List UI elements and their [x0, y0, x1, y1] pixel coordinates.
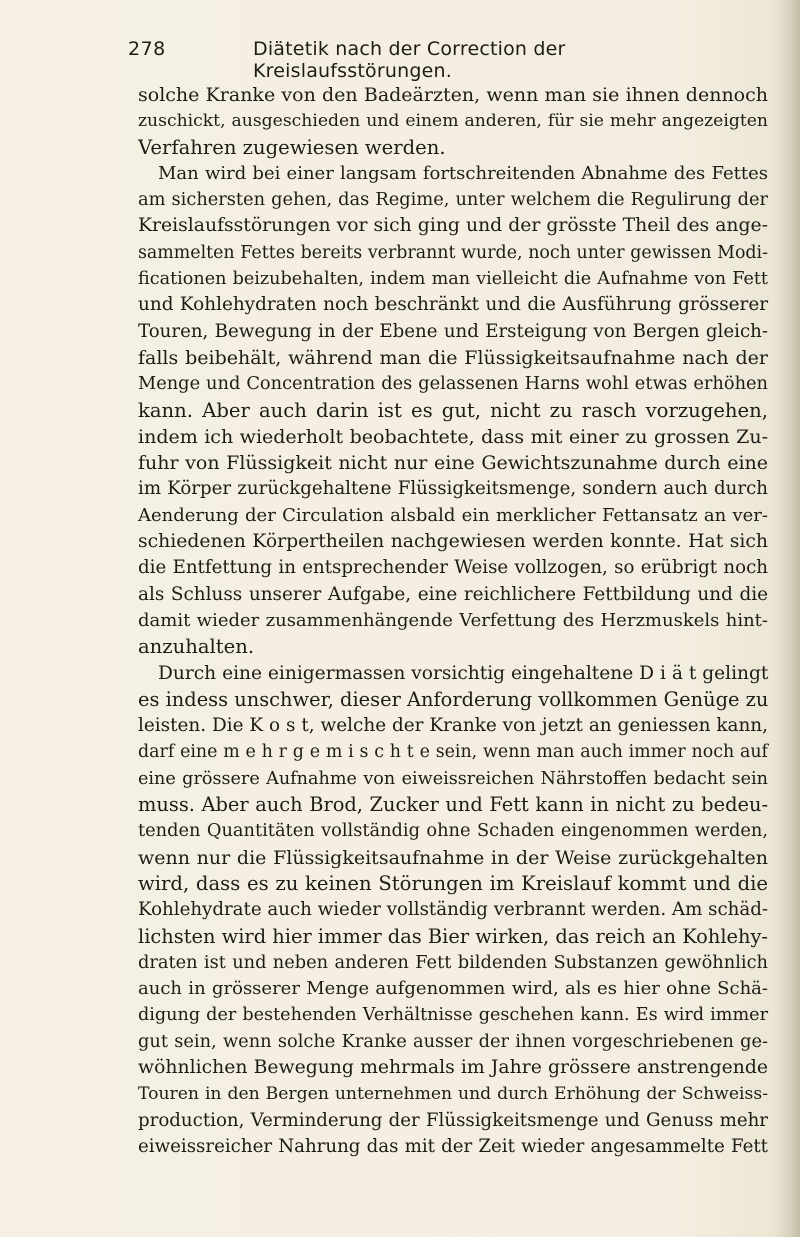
text-line: Verfahren zugewiesen werden.: [138, 135, 446, 159]
text-line: gut sein, wenn solche Kranke ausser der ihnen vorgeschriebenen ge-: [138, 1030, 768, 1052]
text-line: leisten. Die K o s t, welche der Kranke von jetzt an geniessen kann,: [138, 715, 768, 737]
text-line: Touren in den Bergen unternehmen und durch Erhöhung der Schweiss-: [138, 1084, 768, 1105]
paragraph-first-line: Durch eine einigermassen vorsichtig eingehaltene D i ä t gelingt: [158, 662, 769, 684]
text-line: und Kohlehydraten noch beschränkt und die Ausführung grösserer: [138, 294, 768, 316]
text-line: Aenderung der Circulation alsbald ein merklicher Fettansatz an ver-: [138, 504, 768, 526]
text-line: wird, dass es zu keinen Störungen im Kreislauf kommt und die: [138, 871, 768, 895]
text-line: die Entfettung in entsprechender Weise vollzogen, so erübrigt noch: [138, 557, 768, 579]
text-line: Kreislaufsstörungen vor sich ging und der grösste Theil des ange-: [138, 215, 768, 237]
running-head: Diätetik nach der Correction der Kreislaufsstörungen.: [253, 38, 566, 82]
page-number: 278: [128, 38, 166, 60]
text-line: anzuhalten.: [138, 635, 255, 659]
paragraph-first-line: Man wird bei einer langsam fortschreitenden Abnahme des Fettes: [158, 162, 768, 184]
text-line: im Körper zurückgehaltene Flüssigkeitsmenge, sondern auch durch: [138, 478, 768, 500]
text-line: lichsten wird hier immer das Bier wirken, das reich an Kohlehy-: [138, 924, 768, 948]
text-line: als Schluss unserer Aufgabe, eine reichlichere Fettbildung und die: [138, 583, 768, 605]
text-line: kann. Aber auch darin ist es gut, nicht zu rasch vorzugehen,: [138, 398, 768, 422]
text-line: Touren, Bewegung in der Ebene und Ersteigung von Bergen gleich-: [138, 320, 768, 342]
text-line: wöhnlichen Bewegung mehrmals im Jahre grössere anstrengende: [138, 1056, 768, 1078]
text-line: schiedenen Körpertheilen nachgewiesen werden konnte. Hat sich: [138, 531, 768, 553]
text-line: solche Kranke von den Badeärzten, wenn man sie ihnen dennoch: [138, 84, 768, 106]
text-line: draten ist und neben anderen Fett bildenden Substanzen gewöhnlich: [138, 951, 768, 973]
text-line: auch in grösserer Menge aufgenommen wird, als es hier ohne Schä-: [138, 978, 768, 1000]
text-line: production, Verminderung der Flüssigkeitsmenge und Genuss mehr: [138, 1109, 768, 1131]
text-line: sammelten Fettes bereits verbrannt wurde, noch unter gewissen Modi-: [138, 242, 768, 263]
text-line: wenn nur die Flüssigkeitsaufnahme in der Weise zurückgehalten: [138, 846, 768, 869]
text-line: ficationen beizubehalten, indem man vielleicht die Aufnahme von Fett: [138, 269, 768, 290]
text-line: muss. Aber auch Brod, Zucker und Fett kann in nicht zu bedeu-: [138, 793, 768, 817]
text-line: zuschickt, ausgeschieden und einem anderen, für sie mehr angezeigten: [138, 111, 768, 132]
text-line: digung der bestehenden Verhältnisse geschehen kann. Es wird immer: [138, 1005, 768, 1026]
page-edge-shadow: [772, 0, 800, 1237]
text-line: damit wieder zusammenhängende Verfettung des Herzmuskels hint-: [138, 609, 768, 631]
text-line: indem ich wiederholt beobachtete, dass mit einer zu grossen Zu-: [138, 425, 768, 448]
text-line: am sichersten gehen, das Regime, unter welchem die Regulirung der: [138, 189, 768, 211]
text-line: tenden Quantitäten vollständig ohne Schaden eingenommen werden,: [138, 820, 768, 842]
text-line: Menge und Concentration des gelassenen Harns wohl etwas erhöhen: [138, 373, 768, 395]
page-header: [128, 38, 768, 82]
text-line: darf eine m e h r g e m i s c h t e sein, wenn man auch immer noch auf: [138, 742, 768, 763]
text-line: falls beibehält, während man die Flüssigkeitsaufnahme nach der: [138, 346, 768, 369]
body-text: [138, 82, 768, 1160]
text-line: Kohlehydrate auch wieder vollständig verbrannt werden. Am schäd-: [138, 899, 768, 921]
text-line: es indess unschwer, dieser Anforderung vollkommen Genüge zu: [138, 687, 769, 711]
text-line: fuhr von Flüssigkeit nicht nur eine Gewichtszunahme durch eine: [138, 452, 768, 475]
text-line: eiweissreicher Nahrung das mit der Zeit wieder angesammelte Fett: [138, 1135, 768, 1157]
text-line: eine grössere Aufnahme von eiweissreichen Nährstoffen bedacht sein: [138, 768, 768, 789]
